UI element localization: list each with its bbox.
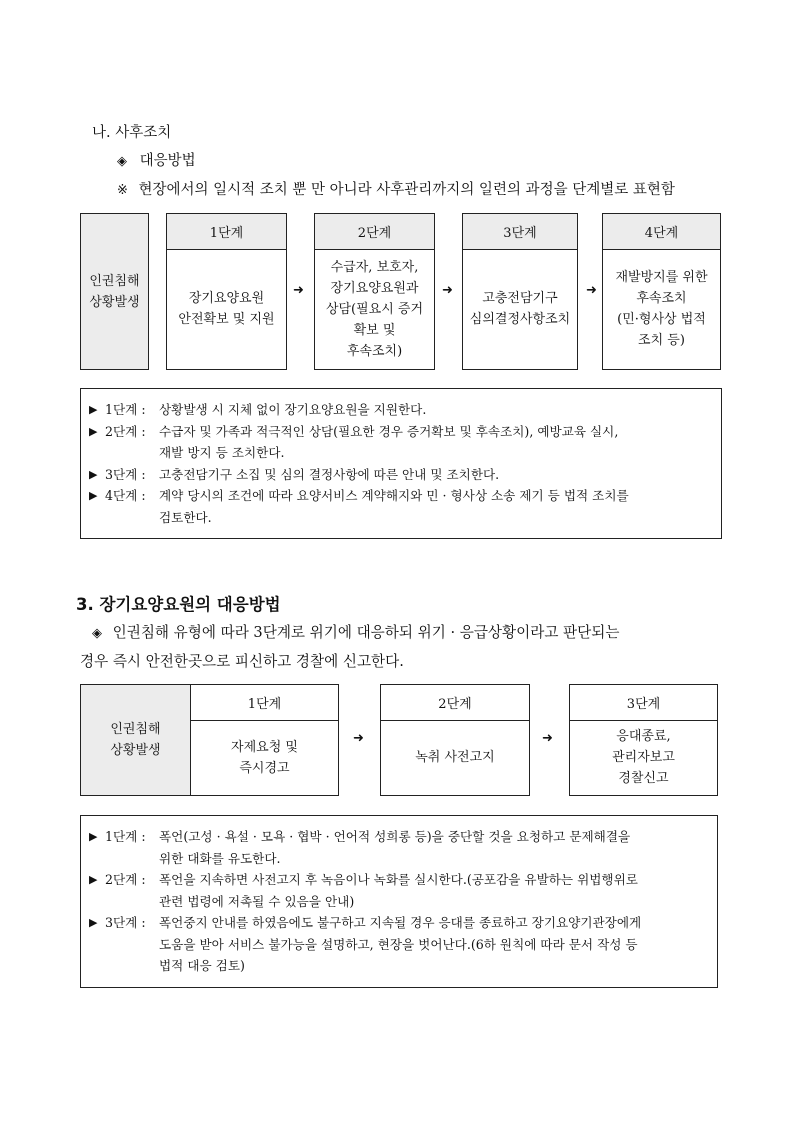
note-text: 폭언을 지속하면 사전고지 후 녹음이나 녹화를 실시한다.(공포감을 유발하는 위법행위로 (159, 872, 638, 887)
flow1-start-box (80, 213, 149, 370)
note-text: 폭언(고성 · 욕설 · 모욕 · 협박 · 언어적 성희롱 등)을 중단할 것을 요청하고 문제해결을 (159, 829, 631, 844)
flow2-step-3-header: 3단계 (570, 685, 717, 721)
process-note-row (117, 178, 675, 199)
method-label: 대응방법 (139, 153, 196, 169)
flow1-step-3-line: 고충전담기구 (482, 291, 558, 306)
flow2-step-3-line: 경찰신고 (618, 771, 669, 786)
flow1-arrow-3-icon: ➜ (586, 283, 597, 298)
flow1-step-2-line: 장기요양요원과 (330, 280, 419, 296)
note-text-continued: 위한 대화를 유도한다. (159, 850, 281, 866)
flow1-step-2-line: 수급자, 보호자, (330, 259, 419, 275)
note-item (89, 399, 713, 421)
flow1-step-4-header: 4단계 (603, 214, 720, 250)
note-text: 폭언중지 안내를 하였음에도 불구하고 지속될 경우 응대를 종료하고 장기요양기관장에게 (159, 915, 642, 930)
flow2-step-3 (569, 684, 718, 796)
note-text: 고충전담기구 소집 및 심의 결정사항에 따른 안내 및 조치한다. (159, 466, 500, 482)
flow1-start-line-1: 인권침해 (89, 273, 140, 289)
flow1-step-2 (314, 213, 435, 370)
section-b-notes-box (80, 388, 722, 539)
reference-mark-icon: ※ (117, 183, 128, 198)
section-b-heading: 나. 사후조치 (92, 125, 172, 141)
note-item (89, 826, 709, 848)
note-item (89, 464, 713, 486)
flow1-step-4-line: 후속조치 (636, 291, 687, 306)
note-label: 2단계 : (105, 872, 146, 887)
flow1-step-4-line: 재발방지를 위한 (615, 270, 708, 285)
flow2-step-1-line: 즉시경고 (239, 760, 290, 776)
flow2-start-box (80, 684, 191, 796)
flow1-step-4 (602, 213, 721, 370)
method-label-row (117, 149, 196, 170)
note-item (89, 421, 713, 443)
flow2-step-1-line: 자제요청 및 (231, 739, 298, 755)
flow2-arrow-1-icon: ➜ (353, 731, 364, 746)
triangle-bullet-icon: ▶ (89, 916, 98, 929)
flow1-step-3 (462, 213, 578, 370)
section-3-notes-box (80, 815, 718, 988)
diamond-bullet-icon: ◈ (117, 154, 127, 169)
flow1-step-2-header: 2단계 (315, 214, 434, 250)
note-text: 상황발생 시 지체 없이 장기요양요원을 지원한다. (159, 402, 427, 417)
flow2-step-1 (190, 684, 339, 796)
note-text-continued: 법적 대응 검토) (159, 958, 245, 973)
flow2-arrow-2-icon: ➜ (542, 731, 553, 746)
note-label: 3단계 : (105, 915, 146, 930)
process-note-text: 현장에서의 일시적 조치 뿐 만 아니라 사후관리까지의 일련의 과정을 단계별로 표현함 (138, 182, 675, 198)
triangle-bullet-icon: ▶ (89, 424, 98, 438)
note-label: 4단계 : (105, 488, 146, 503)
flow1-arrow-1-icon: ➜ (293, 283, 304, 298)
note-text-continued: 재발 방지 등 조치한다. (159, 445, 285, 460)
note-item (89, 869, 709, 891)
flow1-step-2-line: 상담(필요시 증거 (325, 301, 424, 317)
flow1-step-1 (166, 213, 287, 370)
flow1-step-1-line: 장기요양요원 (188, 291, 265, 306)
flow1-step-4-line: (민·형사상 법적 (617, 312, 706, 327)
section-3-intro-line-2: 경우 즉시 안전한곳으로 피신하고 경찰에 신고한다. (80, 653, 404, 670)
note-label: 2단계 : (105, 423, 146, 439)
note-text: 계약 당시의 조건에 따라 요양서비스 계약해지와 민 · 형사상 소송 제기 등 법적 조치를 (159, 488, 629, 503)
flow1-step-2-line: 후속조치) (346, 343, 403, 359)
flow2-step-1-header: 1단계 (191, 685, 338, 721)
flow1-step-1-line: 안전확보 및 지원 (178, 312, 275, 327)
triangle-bullet-icon: ▶ (89, 403, 98, 416)
section-3-intro-text: 인권침해 유형에 따라 3단계로 위기에 대응하되 위기 · 응급상황이라고 판단되는 (112, 624, 620, 641)
note-item (89, 912, 709, 934)
triangle-bullet-icon: ▶ (89, 489, 98, 502)
note-text: 수급자 및 가족과 적극적인 상담(필요한 경우 증거확보 및 후속조치), 예방교육 실시, (159, 423, 619, 439)
triangle-bullet-icon: ▶ (89, 467, 98, 481)
section-3-intro-line-1 (92, 621, 619, 642)
note-text-continued: 도움을 받아 서비스 불가능을 설명하고, 현장을 벗어난다.(6하 원칙에 따라 문서 작성 등 (159, 936, 638, 952)
section-3-heading: 3. 장기요양요원의 대응방법 (76, 595, 281, 614)
note-label: 1단계 : (105, 829, 146, 844)
flow2-step-2-header: 2단계 (381, 685, 529, 721)
flow1-arrow-2-icon: ➜ (442, 283, 453, 298)
flow1-step-2-line: 확보 및 (353, 322, 396, 338)
flow1-step-3-header: 3단계 (463, 214, 577, 250)
flow2-step-2-line: 녹취 사전고지 (415, 750, 495, 765)
note-label: 3단계 : (105, 466, 146, 482)
flow2-step-3-line: 관리자보고 (612, 750, 675, 765)
flow1-step-3-line: 심의결정사항조치 (469, 312, 571, 327)
flow1-step-4-line: 조치 등) (638, 333, 685, 348)
flow2-step-3-line: 응대종료, (616, 729, 671, 744)
note-text-continued: 관련 법령에 저촉될 수 있음을 안내) (159, 893, 355, 909)
diamond-bullet-icon: ◈ (92, 626, 102, 641)
flow2-start-line-2: 상황발생 (110, 743, 161, 758)
note-item (89, 485, 713, 507)
note-text-continued: 검토한다. (159, 509, 212, 525)
triangle-bullet-icon: ▶ (89, 830, 98, 843)
flow1-step-1-header: 1단계 (167, 214, 286, 250)
triangle-bullet-icon: ▶ (89, 873, 98, 886)
flow2-start-line-1: 인권침해 (110, 722, 161, 737)
flow2-step-2 (380, 684, 530, 796)
flow1-start-line-2: 상황발생 (89, 294, 140, 310)
note-label: 1단계 : (105, 402, 146, 417)
